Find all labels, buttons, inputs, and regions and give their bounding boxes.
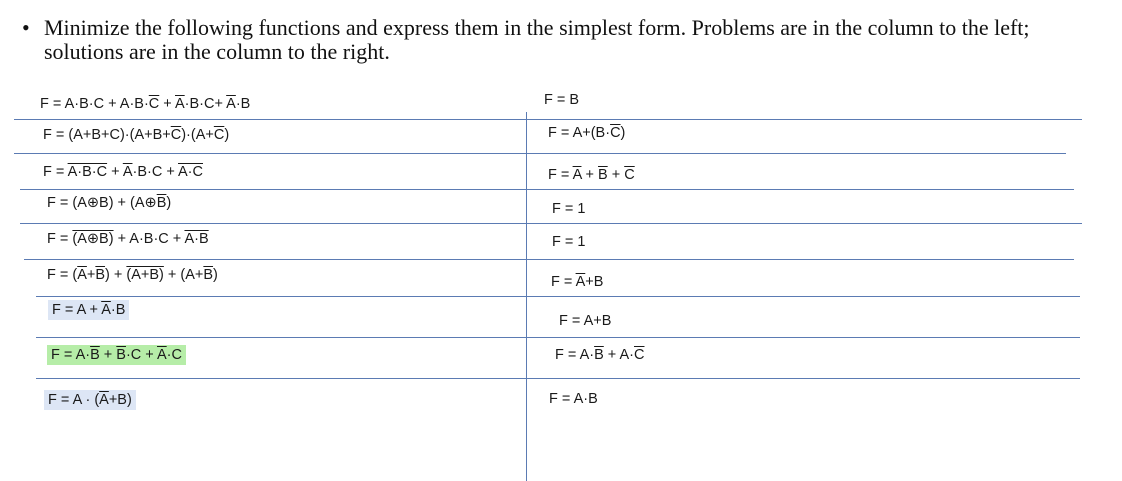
solution-negated-term: $\overline{A}$: [572, 167, 582, 183]
problem-negated-term: $\overline{B}$: [95, 267, 106, 283]
row-divider: [36, 337, 1080, 338]
solution-text: +B: [585, 274, 604, 290]
problem-negated-term: $\overline{A}$: [122, 164, 133, 180]
solution-cell: [544, 91, 579, 109]
solution-cell: [549, 390, 598, 408]
problem-text: F = (A⊕B) + (A⊕: [47, 195, 157, 211]
problem-expression: [44, 390, 136, 410]
problem-text: F = A·: [51, 347, 91, 363]
solution-cell: [548, 166, 635, 184]
row-divider: [20, 189, 1074, 190]
solution-expression: [555, 347, 644, 363]
problem-text: F = A·B·C + A·B·: [40, 96, 149, 112]
instructions-text: Minimize the following functions and express them in the simplest form. Problems are in the column to the left; solutions are in the column to the right.: [44, 15, 1030, 64]
problem-text: +: [99, 347, 117, 363]
solution-text: + A·: [603, 347, 634, 363]
solution-text: F = A+(B·: [548, 125, 611, 141]
problem-negated-term: $\overline{C}$: [213, 127, 225, 143]
solution-text: F = A+B: [559, 313, 612, 329]
problem-text: ): [166, 195, 172, 211]
problem-negated-term: $\overline{A}$: [226, 96, 236, 112]
solution-expression: [544, 92, 579, 108]
solution-negated-term: $\overline{C}$: [634, 347, 645, 363]
solution-text: F = B: [544, 92, 580, 108]
solution-text: F = A·: [555, 347, 595, 363]
problem-text: +: [107, 164, 123, 180]
solution-expression: [559, 313, 611, 329]
problem-text: F = (: [47, 267, 78, 283]
solution-text: ): [620, 125, 626, 141]
solution-cell: [552, 200, 585, 218]
problem-text: +: [86, 267, 96, 283]
problem-cell: [48, 301, 129, 319]
problem-text: F = A · (: [48, 392, 100, 408]
problem-text: ·B·C+: [184, 96, 227, 112]
solution-negated-term: $\overline{C}$: [610, 125, 621, 141]
row-divider: [526, 119, 1082, 120]
problem-expression: [48, 300, 129, 320]
problem-negated-term: $\overline{A}$: [99, 392, 109, 408]
row-divider: [14, 119, 526, 120]
problem-expression: [40, 96, 250, 112]
problem-text: ·B: [110, 302, 126, 318]
problem-text: ·C: [166, 347, 182, 363]
bullet: •: [22, 15, 30, 40]
row-divider: [14, 153, 1066, 154]
solution-cell: [548, 124, 625, 142]
solution-cell: [552, 233, 585, 251]
solution-negated-term: $\overline{C}$: [624, 167, 635, 183]
solution-expression: [552, 234, 585, 250]
solution-cell: [555, 346, 644, 364]
problem-negated-term: $\overline{B}$: [203, 267, 214, 283]
problem-negated-term: $\overline{A}$: [77, 267, 87, 283]
problem-negated-term: $\overline{C}$: [148, 96, 160, 112]
problem-cell: [47, 230, 209, 248]
problem-negated-term: $\overline{A}$: [157, 347, 167, 363]
solution-negated-term: $\overline{A}$: [575, 274, 586, 290]
problem-negated-term: $\overline{B}$: [116, 347, 126, 363]
problem-negated-term: $\overline{C}$: [170, 127, 182, 143]
problem-cell: [47, 346, 186, 364]
problem-negated-term: A·B: [184, 231, 209, 247]
solution-text: F = 1: [552, 234, 586, 250]
problem-text: + A·B·C +: [113, 231, 185, 247]
problem-cell: [43, 126, 229, 144]
problem-cell: [44, 391, 136, 409]
problem-negated-term: A·C: [178, 164, 203, 180]
problem-negated-term: A·B·C: [67, 164, 108, 180]
solution-negated-term: $\overline{B}$: [598, 167, 608, 183]
problem-cell: [47, 194, 171, 212]
solution-text: F =: [551, 274, 576, 290]
problem-cell: [47, 266, 218, 284]
solution-text: +: [607, 167, 625, 183]
row-divider: [36, 296, 1080, 297]
problem-text: ): [224, 127, 230, 143]
problem-negated-term: $\overline{A}$: [101, 302, 111, 318]
problem-text: ·B·C +: [132, 164, 179, 180]
solution-expression: [549, 391, 598, 407]
problem-negated-term: $\overline{A}$: [175, 96, 185, 112]
problem-expression: [43, 164, 203, 180]
row-divider: [20, 223, 1082, 224]
solution-expression: [548, 125, 625, 141]
problem-negated-term: $\overline{B}$: [90, 347, 100, 363]
solution-text: F = 1: [552, 201, 586, 217]
problem-negated-term: (A⊕B): [72, 231, 114, 247]
problem-expression: [47, 195, 171, 211]
problem-text: F =: [43, 164, 68, 180]
row-divider: [36, 378, 1080, 379]
problem-expression: [43, 127, 229, 143]
problem-text: ·B: [235, 96, 251, 112]
row-divider: [24, 259, 1074, 260]
solution-text: F =: [548, 167, 573, 183]
solution-expression: [552, 201, 585, 217]
problem-text: + (A+: [163, 267, 204, 283]
solution-cell: [551, 273, 603, 291]
solution-negated-term: $\overline{B}$: [594, 347, 604, 363]
column-divider: [526, 112, 527, 481]
problem-cell: [43, 163, 203, 181]
problem-negated-term: $\overline{B}$: [156, 195, 167, 211]
problem-text: +B): [108, 392, 132, 408]
solution-expression: [551, 274, 603, 290]
solution-cell: [559, 312, 611, 330]
solution-text: F = A·B: [549, 391, 598, 407]
problem-text: )·(A+: [181, 127, 214, 143]
problem-expression: [47, 267, 218, 283]
problem-cell: [40, 95, 250, 113]
problem-expression: [47, 345, 186, 365]
problem-text: F =: [47, 231, 73, 247]
problem-text: ·C +: [125, 347, 157, 363]
solution-text: +: [581, 167, 598, 183]
problem-text: +: [159, 96, 175, 112]
solution-expression: [548, 167, 635, 183]
problem-negated-term: (A+B): [126, 267, 164, 283]
problem-text: ): [213, 267, 218, 283]
problem-text: ) +: [105, 267, 127, 283]
problem-text: F = A +: [52, 302, 102, 318]
problem-text: F = (A+B+C)·(A+B+: [43, 127, 171, 143]
problem-expression: [47, 231, 209, 247]
